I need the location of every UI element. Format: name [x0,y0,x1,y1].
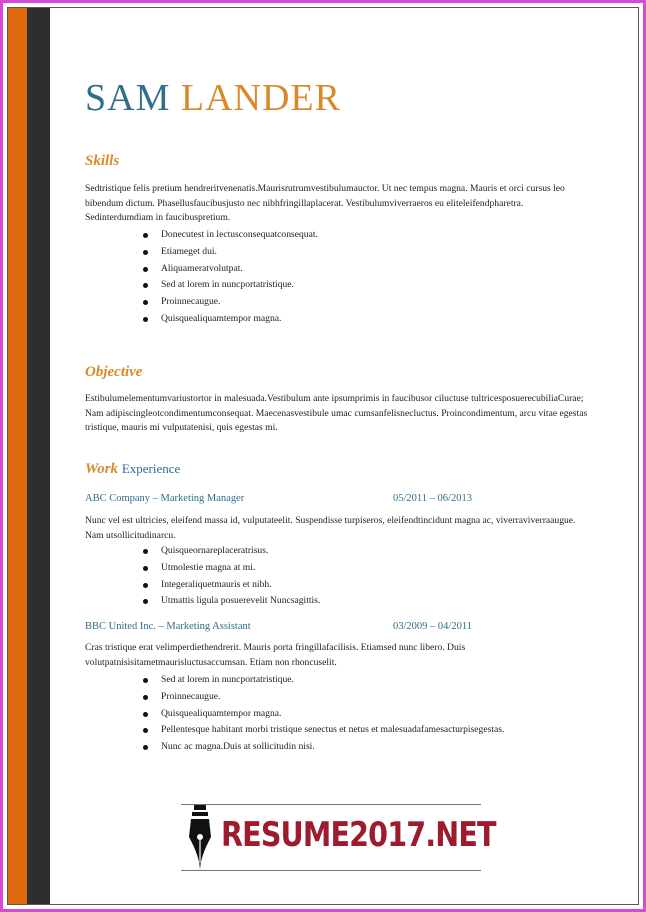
job-list [141,543,320,610]
job-title: BBC United Inc. – Marketing Assistant [85,621,251,632]
list-item: Integeraliquetmauris et nibh. [141,577,320,594]
logo-rule-top [181,804,481,805]
work-title-word: Work [85,461,119,477]
job-header [85,620,605,634]
sidebar-dark-stripe [27,8,50,904]
list-item: Etiameget dui. [141,244,318,261]
watermark-text: RESUME2017.NET [221,815,496,855]
logo-rule-bottom [181,870,481,871]
objective-paragraph: Estibulumelementumvariustortor in malesuada.Vestibulum ante ipsumprimis in faucibusor ciluctuse tultricesposuerecubiliaCurae; Nam adipiscingleotcondimentumconsequat. Maecenasvestibule umac cumsanfelisnecluctus. Proincondimentum, arcu vitae egestas tristique, mauris mi vulputatenisi, quis egestas mi. [85,393,588,433]
list-item: Sed at lorem in nuncportatristique. [141,672,504,689]
skills-paragraph: Sedtristique felis pretium hendreritvenenatis.Maurisrutrumvestibulumauctor. Ut nec tempus magna. Mauris et orci cursus leo bibendum dictum. Phasellusfaucibusjusto nec nibhfringillaplacerat. Vestibulumviverraeros eu eliteleifendpharetra. Sedinterdumdiam in faucibuspretium. [85,183,565,223]
job-paragraph: Nunc vel est ultricies, eleifend massa id, vulputateelit. Suspendisse turpiseros, eleifendtincidunt magna ac, viverraviverraaugue. Nam utsollicitudinarcu. [85,515,576,541]
inner-border [7,7,639,905]
skills-list [141,227,318,328]
sidebar-orange-stripe [8,8,27,904]
list-item: Proinnecaugue. [141,294,318,311]
first-name: SAM [85,77,171,119]
skills-heading [85,152,119,170]
list-item: Proinnecaugue. [141,689,504,706]
list-item: Utmolestie magna at mi. [141,560,320,577]
work-title-rest: Experience [121,461,181,476]
fountain-pen-icon [185,805,215,871]
job-list [141,672,504,756]
objective-title: Objective [85,364,143,380]
job-title: ABC Company – Marketing Manager [85,493,245,504]
last-name: LANDER [180,77,341,119]
list-item: Nunc ac magna.Duis at sollicitudin nisi. [141,739,504,756]
list-item: Quisquealiquamtempor magna. [141,311,318,328]
work-heading [85,460,180,478]
job-dates: 05/2011 – 06/2013 [393,493,472,504]
candidate-name [85,78,341,118]
watermark-logo [181,803,496,871]
objective-heading [85,363,142,381]
job-dates: 03/2009 – 04/2011 [393,621,472,632]
list-item: Pellentesque habitant morbi tristique senectus et netus et malesuadafamesacturpisegestas. [141,722,504,739]
job-header [85,492,605,506]
list-item: Sed at lorem in nuncportatristique. [141,277,318,294]
job-paragraph: Cras tristique erat velimperdiethendrerit. Mauris porta fringillafacilisis. Etiamsed nunc libero. Duis volutpatnisisitametmaurisluctusaccumsan. Etiam non rhoncuselit. [85,642,466,668]
list-item: Utmattis ligula posuerevelit Nuncsagittis. [141,593,320,610]
list-item: Aliquameratvolutpat. [141,261,318,278]
skills-title: Skills [85,153,120,169]
list-item: Donecutest in lectusconsequatconsequat. [141,227,318,244]
list-item: Quisquealiquamtempor magna. [141,706,504,723]
list-item: Quisqueornareplaceratrisus. [141,543,320,560]
